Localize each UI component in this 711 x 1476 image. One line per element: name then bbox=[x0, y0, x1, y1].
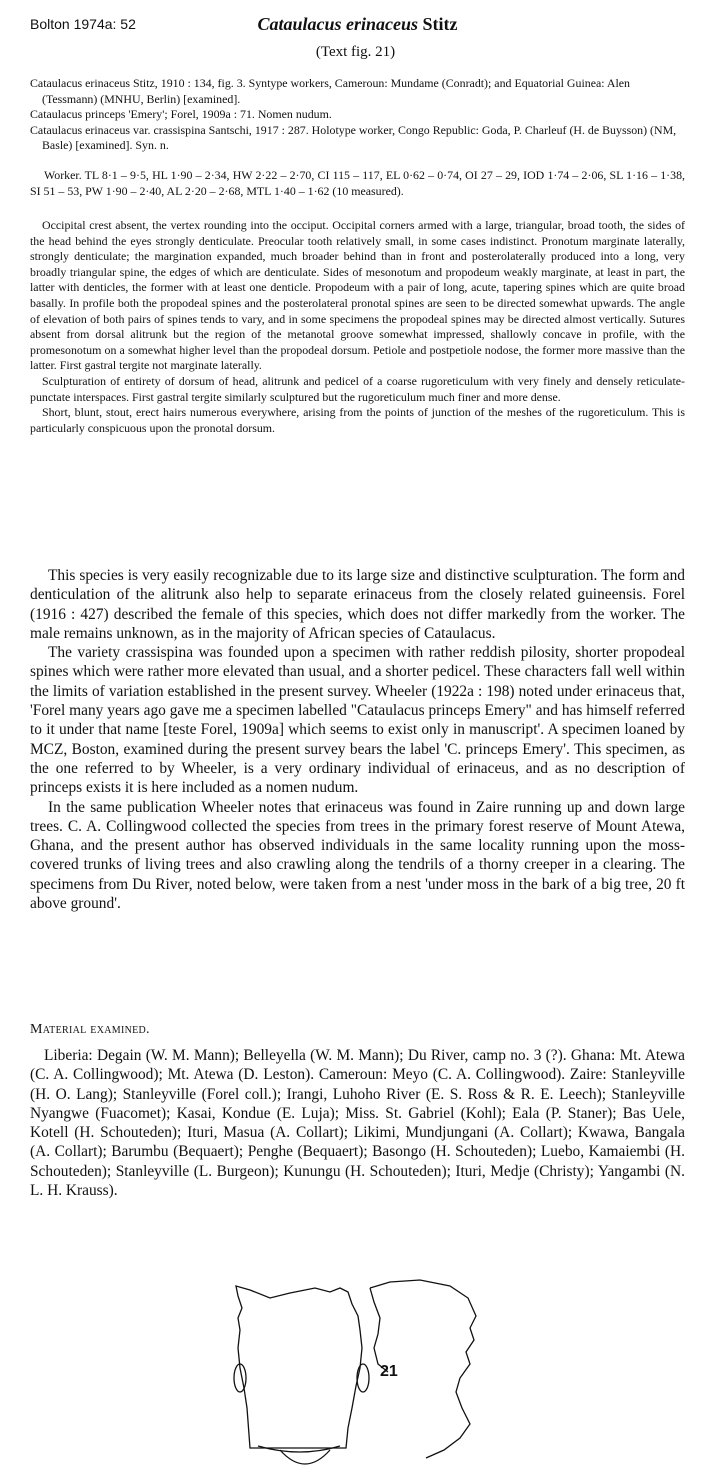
clypeus bbox=[258, 1446, 340, 1452]
synonymy-entry: Cataulacus princeps 'Emery'; Forel, 1909a : 71. Nomen nudum. bbox=[30, 107, 332, 122]
figure-label: 21 bbox=[380, 1363, 398, 1380]
description-paragraph: Sculpturation of entirety of dorsum of head, alitrunk and pedicel of a coarse rugoreticulum with very finely and densely reticulate-punctate interspaces. First gastral tergite similarly sculptured but the rugoreticulum much finer and more dense. bbox=[30, 373, 685, 404]
text-figure-reference: (Text fig. 21) bbox=[315, 44, 396, 60]
discussion bbox=[30, 566, 685, 913]
head-outline-left bbox=[236, 1286, 362, 1448]
description bbox=[30, 218, 685, 436]
synonymy-list bbox=[30, 76, 685, 154]
synonymy-entry: Cataulacus erinaceus var. crassispina Santschi, 1917 : 287. Holotype worker, Congo Republic: Goda, P. Charleuf (H. de Buysson) (NM, Basle) [examined]. Syn. n. bbox=[30, 122, 677, 153]
species-name: Cataulacus erinaceus bbox=[257, 14, 419, 34]
species-author: Stitz bbox=[422, 14, 458, 34]
discussion-paragraph: The variety crassispina was founded upon a specimen with rather reddish pilosity, shorter propodeal spines which were rather more elevated than usual, and a shorter pedicel. These characters fall well within the limits of variation established in the present survey. Wheeler (1922a : 198) noted under erinaceus that, 'Forel many years ago gave me a specimen labelled "Cataulacus princeps Emery" and has himself referred to it under that name [teste Forel, 1909a] which seems to exist only in manuscript'. A specimen loaned by MCZ, Boston, examined during the present survey bears the label 'C. princeps Emery'. This specimen, as the one referred to by Wheeler, is a very ordinary individual of erinaceus, and as no description of princeps exists it is here included as a nomen nudum. bbox=[30, 644, 685, 797]
description-paragraph: Occipital crest absent, the vertex rounding into the occiput. Occipital corners armed with a large, triangular, broad tooth, the sides of the head behind the eyes strongly denticulate. Preocular tooth relatively small, in some cases indistinct. Pronotum marginate laterally, strongly denticulate; the margination expanded, much broader behind than in front and posterolaterally produced into a long, very broadly triangular spine, the edges of which are denticulate. Sides of mesonotum and propodeum weakly marginate, at least in part, the latter with denticles, the former with at least one denticle. Propodeum with a pair of long, acute, tapering spines which are quite broad basally. In profile both the propodeal spines and the posterolateral pronotal spines are seen to be directed somewhat upwards. The angle of elevation of both pairs of spines tends to vary, and in some specimens the propodeal spines may be directed almost vertically. Sutures absent from dorsal alitrunk but the region of the metanotal groove somewhat impressed, shallowly concave in profile, with the promesonotum on a somewhat higher level than the propodeal dorsum. Petiole and postpetiole nodose, the former more massive than the latter. First gastral tergite not marginate laterally. bbox=[30, 218, 685, 373]
worker-measurements: Worker. TL 8·1 – 9·5, HL 1·90 – 2·34, HW 2·22 – 2·70, CI 115 – 117, EL 0·62 – 0·74, OI 27 – 29, IOD 1·74 – 2·06, SL 1·16 – 1·38, SI 51 – 53, PW 1·90 – 2·40, AL 2·20 – 2·68, MTL 1·40 – 1·62 (10 measured). bbox=[30, 168, 685, 198]
material-heading: Material examined. bbox=[30, 1022, 150, 1037]
material-text: Liberia: Degain (W. M. Mann); Belleyella (W. M. Mann); Du River, camp no. 3 (?). Ghana: Mt. Atewa (C. A. Collingwood); Mt. Atewa (D. Leston). Cameroun: Meyo (C. A. Collingwood). Zaire: Stanleyville (H. O. Lang); Stanleyville (Forel coll.); Irangi, Luhoho River (E. S. Ross & R. E. Leech); Stanleyville Nyangwe (Fuacomet); Kasai, Kondue (E. Luja); Miss. St. Gabriel (Kohl); Eala (P. Staner); Bas Uele, Kotell (H. Schouteden); Ituri, Masua (A. Collart); Likimi, Mundjungani (A. Collart); Kwawa, Bangala (A. Collart); Barumbu (Bequaert); Penghe (Bequaert); Basongo (H. Schouteden); Luebo, Kamaiembi (H. Schouteden); Stanleyville (L. Burgeon); Kunungu (H. Schouteden); Ituri, Medje (Christy); Yangambi (N. L. H. Krauss). bbox=[30, 1047, 685, 1200]
material-examined bbox=[30, 1046, 685, 1200]
species-title bbox=[30, 14, 685, 35]
synonymy-entry: Cataulacus erinaceus Stitz, 1910 : 134, fig. 3. Syntype workers, Cameroun: Mundame (Conradt); and Equatorial Guinea: Alen (Tessmann) (MNHU, Berlin) [examined]. bbox=[30, 76, 631, 106]
head-figure bbox=[230, 1268, 480, 1468]
measurements bbox=[30, 168, 685, 199]
page-header bbox=[30, 14, 685, 38]
description-paragraph: Short, blunt, stout, erect hairs numerous everywhere, arising from the points of junction of the meshes of the rugoreticulum. This is particularly conspicuous upon the pronotal dorsum. bbox=[30, 405, 685, 435]
citation: Bolton 1974a: 52 bbox=[30, 16, 136, 32]
eye-right bbox=[357, 1364, 369, 1392]
discussion-paragraph: In the same publication Wheeler notes that erinaceus was found in Zaire running up and down large trees. C. A. Collingwood collected the species from trees in the primary forest reserve of Mount Atewa, Ghana, and the present author has observed individuals in the same locality running upon the moss-covered trunks of living trees and also crawling along the tendrils of a thorny creeper in a clearing. The specimens from Du River, noted below, were taken from a nest 'under moss in the bark of a big tree, 20 ft above ground'. bbox=[30, 798, 685, 913]
discussion-paragraph: This species is very easily recognizable due to its large size and distinctive sculpturation. The form and denticulation of the alitrunk also help to separate erinaceus from the closely related guineensis. Forel (1916 : 427) described the female of this species, which does not differ markedly from the worker. The male remains unknown, as in the majority of African species of Cataulacus. bbox=[30, 567, 685, 642]
